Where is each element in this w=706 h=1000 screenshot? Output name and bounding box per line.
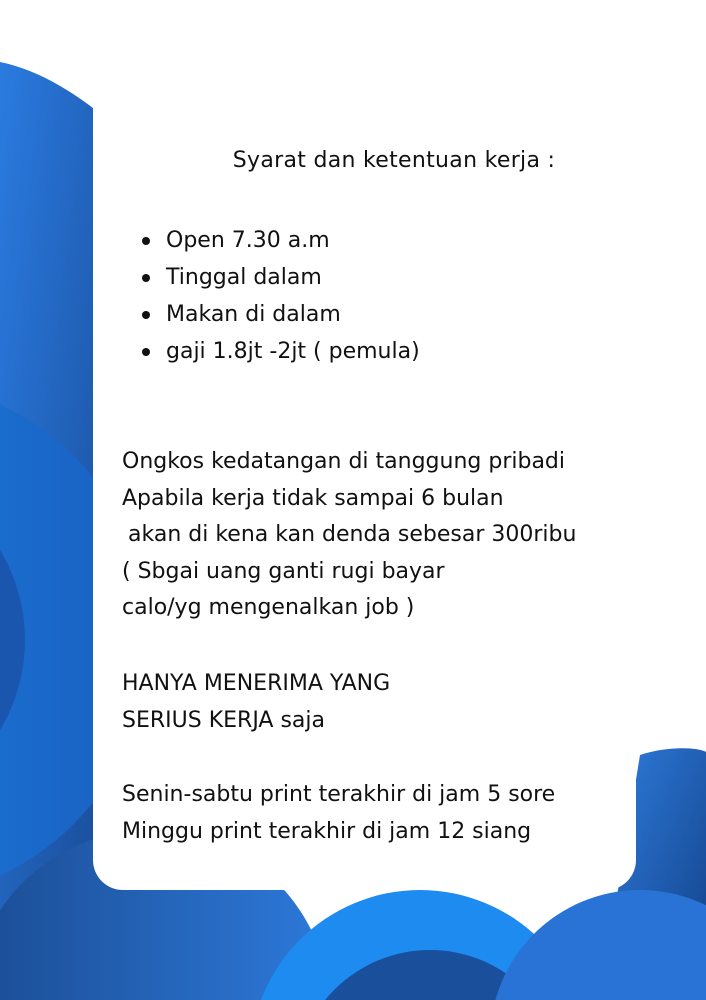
bullet-icon xyxy=(142,311,150,319)
paragraph-line: Minggu print terakhir di jam 12 siang xyxy=(122,818,532,844)
paragraph-line: HANYA MENERIMA YANG xyxy=(122,671,391,696)
paragraph-line: Senin-sabtu print terakhir di jam 5 sore xyxy=(122,782,556,807)
paragraph-line: SERIUS KERJA saja xyxy=(122,707,325,733)
bullet-icon xyxy=(142,237,150,245)
list-item-text: Makan di dalam xyxy=(166,302,341,327)
schedule-paragraph xyxy=(122,777,555,850)
serious-paragraph xyxy=(122,666,390,739)
requirements-list xyxy=(138,222,420,370)
cost-paragraph xyxy=(122,444,576,627)
paragraph-line: Ongkos kedatangan di tanggung pribadi xyxy=(122,449,566,474)
list-item xyxy=(138,222,420,259)
list-item xyxy=(138,259,420,296)
page-title: Syarat dan ketentuan kerja : xyxy=(232,148,556,173)
paragraph-line: akan di kena kan denda sebesar 300ribu xyxy=(128,522,577,547)
bullet-icon xyxy=(142,274,150,282)
paragraph-line: ( Sbgai uang ganti rugi bayar xyxy=(122,558,445,584)
list-item-text: Tinggal dalam xyxy=(166,265,322,290)
paragraph-line: calo/yg mengenalkan job ) xyxy=(122,595,415,620)
list-item-text: gaji 1.8jt -2jt ( pemula) xyxy=(166,339,420,364)
list-item-text: Open 7.30 a.m xyxy=(166,228,330,253)
list-item xyxy=(138,333,420,370)
paragraph-line: Apabila kerja tidak sampai 6 bulan xyxy=(122,485,504,511)
list-item xyxy=(138,296,420,333)
bullet-icon xyxy=(142,348,150,356)
